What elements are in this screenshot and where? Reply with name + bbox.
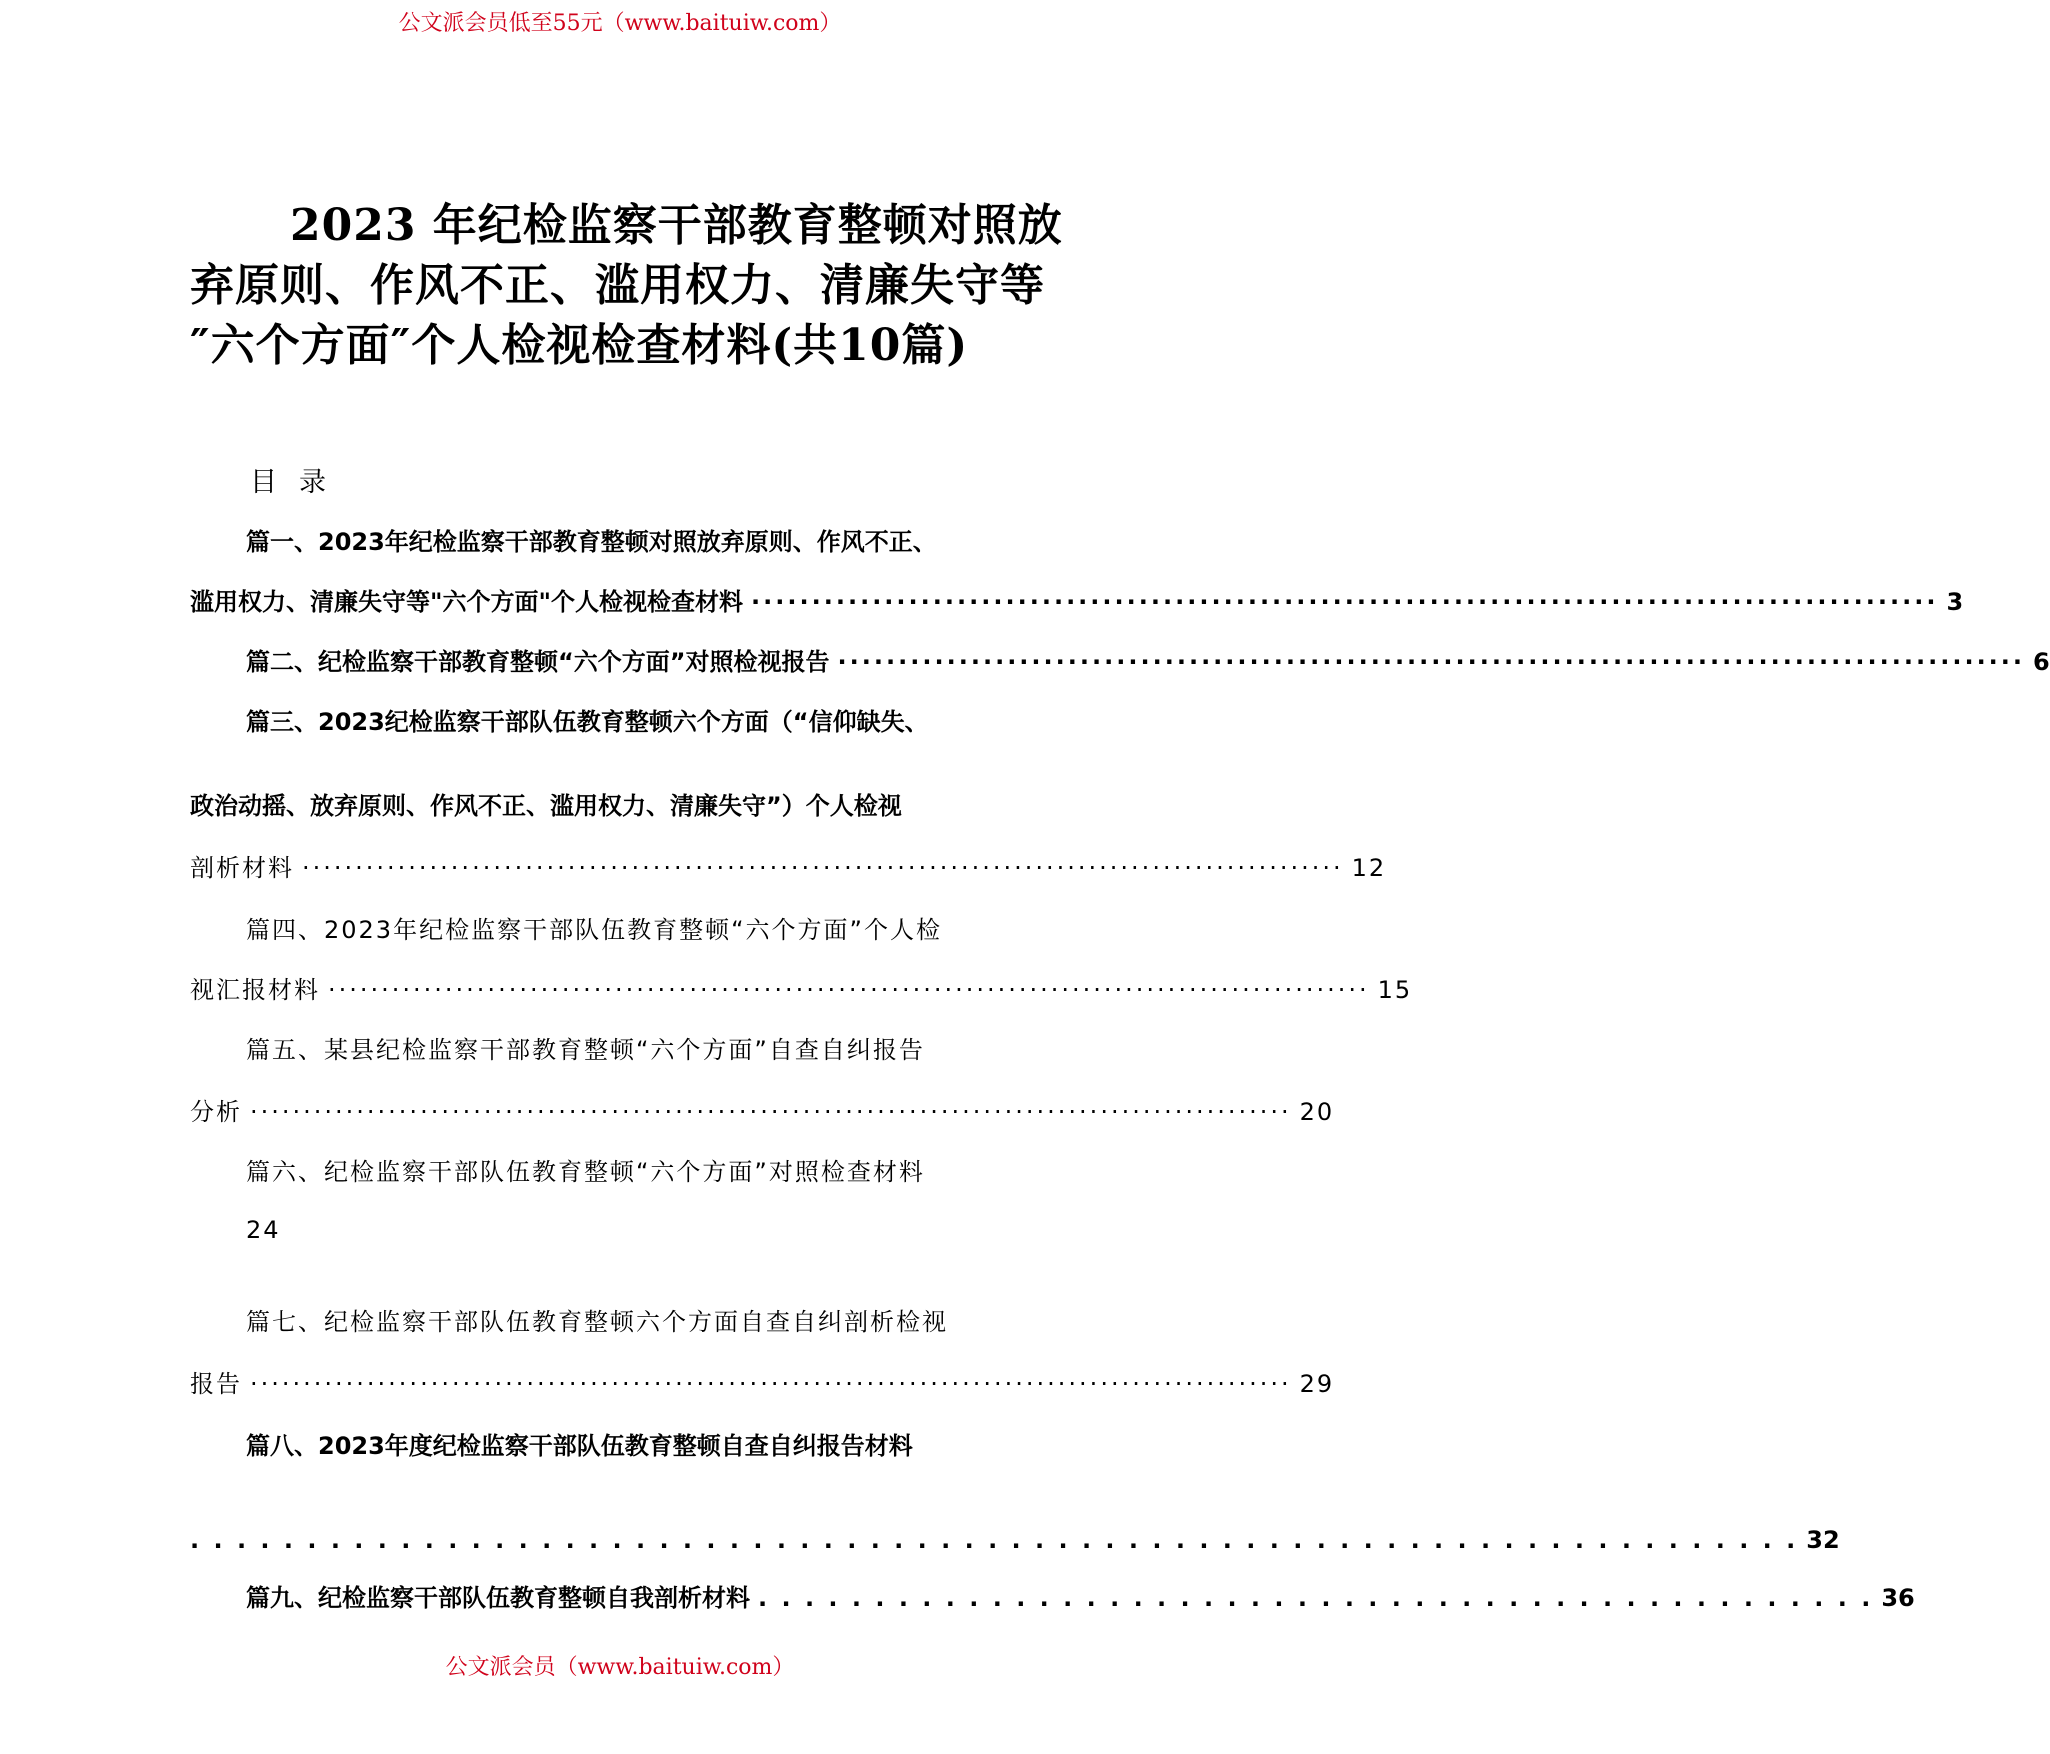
toc-entry-3-page: 12	[1351, 854, 1387, 882]
watermark-footer[interactable]: 公文派会员（www.baituiw.com）	[445, 1655, 795, 1680]
toc-entry-6-page[interactable]: 24	[246, 1216, 281, 1244]
dot-leader: ··································································································	[328, 976, 1370, 1004]
toc-entry-4-line-1[interactable]: 篇四、2023年纪检监察干部队伍教育整顿“六个方面”个人检	[246, 916, 942, 944]
toc-entry-6-line-1[interactable]: 篇六、纪检监察干部队伍教育整顿“六个方面”对照检查材料	[246, 1158, 925, 1186]
dot-leader: ··································································································	[250, 1098, 1292, 1126]
toc-entry-9-page: 36	[1881, 1584, 1915, 1612]
toc-entry-3-line-2[interactable]: 政治动摇、放弃原则、作风不正、滥用权力、清廉失守”）个人检视	[190, 792, 902, 820]
toc-entry-4-line-2[interactable]	[190, 970, 1413, 1005]
toc-entry-2-text: 篇二、纪检监察干部教育整顿“六个方面”对照检视报告	[246, 648, 830, 676]
watermark-header[interactable]: 公文派会员低至55元（www.baituiw.com）	[398, 11, 842, 36]
dot-leader: ··································································································	[837, 648, 2026, 676]
toc-entry-4-page: 15	[1377, 976, 1413, 1004]
toc-entry-8-page: 32	[1806, 1526, 1840, 1554]
toc-entry-1-line-1[interactable]: 篇一、2023年纪检监察干部教育整顿对照放弃原则、作风不正、	[246, 528, 937, 556]
toc-entry-5-line-1[interactable]: 篇五、某县纪检监察干部教育整顿“六个方面”自查自纠报告	[246, 1036, 925, 1064]
toc-entry-7-text: 报告	[190, 1370, 242, 1398]
title-line-2: 弃原则、作风不正、滥用权力、清廉失守等	[190, 260, 1045, 311]
toc-entry-1-text: 滥用权力、清廉失守等"六个方面"个人检视检查材料	[190, 588, 744, 616]
toc-entry-1-line-2[interactable]	[190, 582, 1964, 617]
dot-leader: ··································································································	[250, 1370, 1292, 1398]
toc-heading: 目录	[250, 467, 348, 498]
toc-entry-5-page: 20	[1299, 1098, 1335, 1126]
toc-entry-7-line-1[interactable]: 篇七、纪检监察干部队伍教育整顿六个方面自查自纠剖析检视	[246, 1308, 948, 1336]
toc-entry-7-page: 29	[1299, 1370, 1335, 1398]
toc-entry-3-line-3[interactable]	[190, 848, 1387, 883]
dot-leader: ··································································································	[751, 588, 1939, 616]
toc-entry-3-line-1[interactable]: 篇三、2023纪检监察干部队伍教育整顿六个方面（“信仰缺失、	[246, 708, 929, 736]
toc-entry-1-page: 3	[1946, 588, 1964, 616]
toc-entry-9[interactable]	[246, 1578, 1915, 1613]
toc-entry-5-line-2[interactable]	[190, 1092, 1335, 1127]
toc-entry-8-line-1[interactable]: 篇八、2023年度纪检监察干部队伍教育整顿自查自纠报告材料	[246, 1432, 913, 1460]
toc-entry-2[interactable]	[246, 642, 2050, 677]
toc-entry-4-text: 视汇报材料	[190, 976, 320, 1004]
toc-entry-9-text: 篇九、纪检监察干部队伍教育整顿自我剖析材料	[246, 1584, 750, 1612]
title-line-1: 2023 年纪检监察干部教育整顿对照放	[290, 200, 1063, 251]
dot-leader: ··································································································	[302, 854, 1344, 882]
dot-leader: . . . . . . . . . . . . . . . . . . . . . . . . . . . . . . . . . . . . . . . . . . . . . . . . . . . . . . . . . . . . . . . . . . . . .	[190, 1526, 1799, 1554]
title-line-3: ″六个方面″个人检视检查材料(共10篇)	[190, 320, 969, 371]
toc-entry-8-line-2[interactable]	[190, 1526, 1840, 1554]
toc-entry-3-text: 剖析材料	[190, 854, 294, 882]
dot-leader: . . . . . . . . . . . . . . . . . . . . . . . . . . . . . . . . . . . . . . . . . . . . . . . .	[758, 1584, 1874, 1612]
toc-entry-5-text: 分析	[190, 1098, 242, 1126]
toc-entry-2-page: 6	[2033, 648, 2050, 676]
document-title	[190, 196, 1090, 376]
toc-entry-7-line-2[interactable]	[190, 1364, 1335, 1399]
